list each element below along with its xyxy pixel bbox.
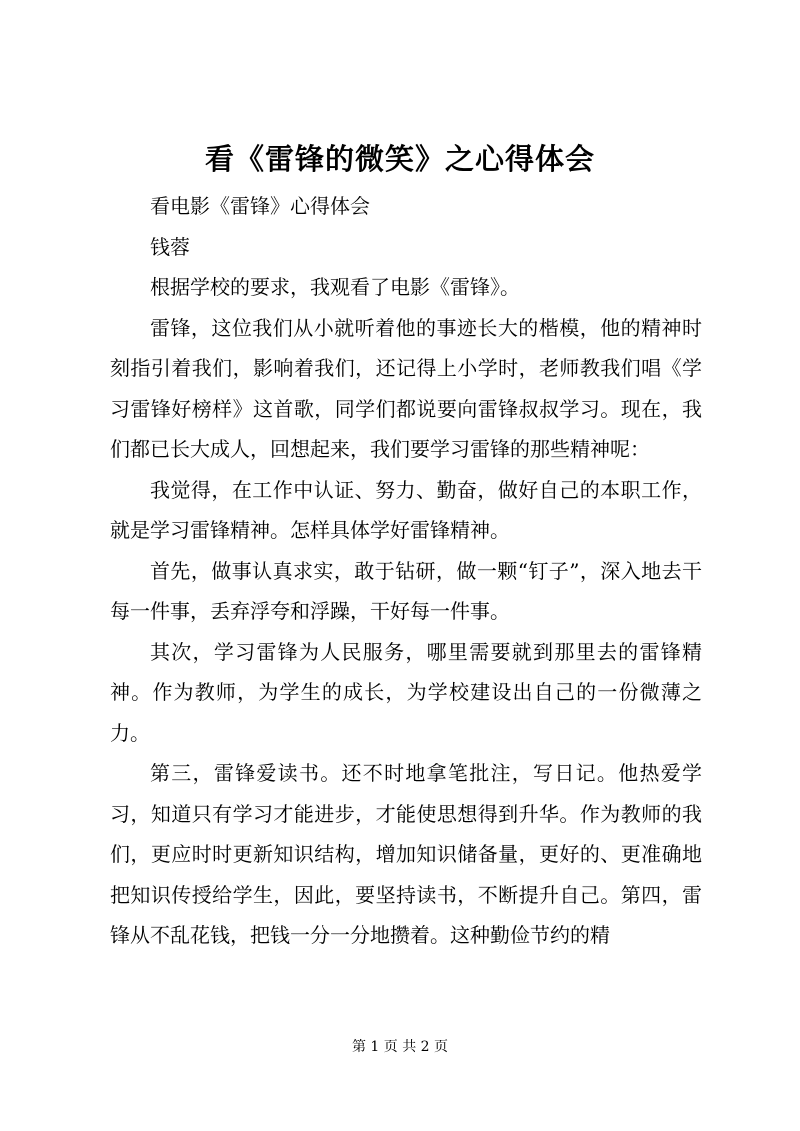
document-title: 看《雷锋的微笑》之心得体会 (204, 142, 595, 176)
paragraph-opinion: 我觉得，在工作中认证、努力、勤奋，做好自己的本职工作，就是学习雷锋精神。怎样具体学好雷锋精神。 (110, 477, 702, 542)
paragraph-third: 第三，雷锋爱读书。还不时地拿笔批注，写日记。他热爱学习，知道只有学习才能进步，才能使思想得到升华。作为教师的我们，更应时时更新知识结构，增加知识储备量，更好的、更准确地把知识传授给学生，因此，要坚持读书，不断提升自己。第四，雷锋从不乱花钱，把钱一分一分地攒着。这种勤俭节约的精 (110, 761, 702, 947)
page-footer: 第 1 页 共 2 页 (351, 1039, 449, 1055)
paragraph-intro: 根据学校的要求，我观看了电影《雷锋》。 (150, 275, 520, 299)
paragraph-subtitle: 看电影《雷锋》心得体会 (150, 194, 370, 218)
paragraph-leifeng-model: 雷锋，这位我们从小就听着他的事迹长大的楷模，他的精神时刻指引着我们，影响着我们，还记得上小学时，老师教我们唱《学习雷锋好榜样》这首歌，同学们都说要向雷锋叔叔学习。现在，我们都已长大成人，回想起来，我们要学习雷锋的那些精神呢： (110, 315, 702, 461)
document-body (110, 186, 702, 956)
paragraph-first: 首先，做事认真求实，敢于钻研，做一颗“钉子”，深入地去干每一件事，丢弃浮夸和浮躁，干好每一件事。 (110, 558, 702, 623)
paragraph-second: 其次，学习雷锋为人民服务，哪里需要就到那里去的雷锋精神。作为教师，为学生的成长，为学校建设出自己的一份微薄之力。 (110, 639, 702, 745)
paragraph-author: 钱蓉 (150, 234, 190, 259)
